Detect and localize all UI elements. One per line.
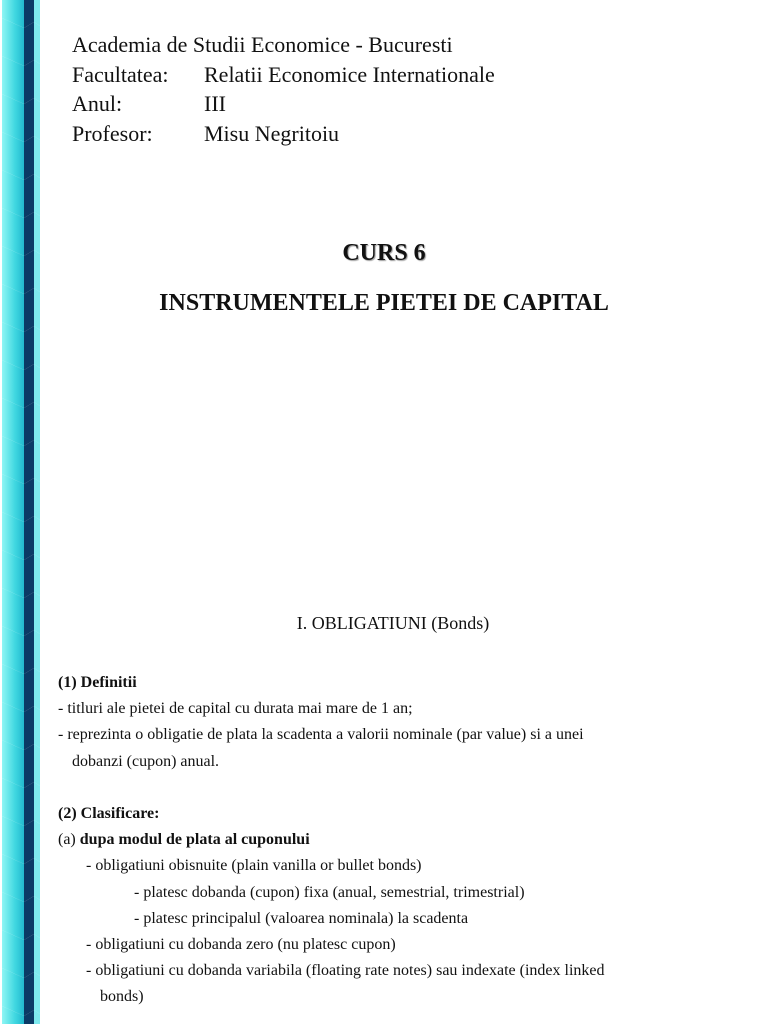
border-ribbon-edge — [34, 440, 40, 482]
decorative-border — [0, 0, 44, 1024]
border-ribbon-shadow — [24, 136, 34, 180]
subject-title: INSTRUMENTELE PIETEI DE CAPITAL — [159, 290, 609, 316]
border-ribbon-edge — [34, 858, 40, 900]
border-ribbon-edge — [34, 668, 40, 710]
border-ribbon-edge — [34, 630, 40, 672]
clasificare-heading: (2) Clasificare: — [58, 805, 160, 822]
list-item: - obligatiuni cu dobanda variabila (floating rate notes) sau indexate (index linked — [86, 962, 605, 980]
definition-line: - titluri ale pietei de capital cu durata mai mare de 1 an; — [58, 700, 413, 718]
border-ribbon-edge — [34, 478, 40, 520]
border-ribbon-shadow — [24, 440, 34, 484]
border-ribbon-edge — [34, 744, 40, 786]
border-ribbon-edge — [34, 934, 40, 976]
border-ribbon-shadow — [24, 858, 34, 902]
border-pattern — [0, 0, 44, 1024]
border-ribbon-shadow — [24, 630, 34, 674]
list-subitem: - platesc principalul (valoarea nominala) la scadenta — [134, 909, 469, 927]
border-ribbon-edge — [34, 554, 40, 596]
border-ribbon-edge — [34, 896, 40, 938]
border-ribbon-shadow — [24, 478, 34, 522]
border-ribbon-edge — [34, 326, 40, 368]
border-ribbon-edge — [34, 402, 40, 444]
border-ribbon-shadow — [24, 896, 34, 940]
border-ribbon-shadow — [24, 326, 34, 370]
border-ribbon-shadow — [24, 972, 34, 1016]
faculty-label: Facultatea: — [72, 61, 169, 87]
border-ribbon-shadow — [24, 934, 34, 978]
border-ribbon-edge — [34, 364, 40, 406]
border-ribbon-edge — [34, 706, 40, 748]
border-ribbon-shadow — [24, 782, 34, 826]
document-body — [58, 670, 738, 1011]
border-ribbon-shadow — [24, 668, 34, 712]
faculty-value: Relatii Economice Internationale — [204, 61, 495, 87]
border-ribbon-shadow — [24, 364, 34, 408]
border-ribbon-shadow — [24, 516, 34, 560]
border-ribbon-edge — [34, 60, 40, 102]
border-ribbon-shadow — [24, 60, 34, 104]
spacer — [58, 775, 738, 801]
border-ribbon-shadow — [24, 174, 34, 218]
border-ribbon-edge — [34, 174, 40, 216]
subsection-a-text: dupa modul de plata al cuponului — [79, 831, 310, 849]
border-ribbon-edge — [34, 136, 40, 178]
border-ribbon-edge — [34, 0, 40, 26]
subsection-a — [58, 827, 738, 853]
border-ribbon-edge — [34, 22, 40, 64]
border-ribbon-shadow — [24, 744, 34, 788]
border-ribbon-shadow — [24, 706, 34, 750]
border-ribbon-shadow — [24, 22, 34, 66]
list-item: - obligatiuni cu dobanda zero (nu platesc cupon) — [86, 936, 396, 954]
definition-line-continued: dobanzi (cupon) anual. — [72, 752, 220, 770]
border-ribbon-edge — [34, 782, 40, 824]
subsection-a-label: (a) — [58, 831, 80, 849]
professor-line — [72, 119, 495, 149]
course-title: CURS 6 — [342, 240, 426, 266]
list-item-continued: bonds) — [100, 988, 144, 1006]
professor-label: Profesor: — [72, 120, 153, 146]
institution-line: Academia de Studii Economice - Bucuresti — [72, 32, 453, 57]
border-ribbon-shadow — [24, 98, 34, 142]
definitii-heading: (1) Definitii — [58, 674, 137, 691]
border-ribbon-edge — [34, 820, 40, 862]
list-item: - obligatiuni obisnuite (plain vanilla or bullet bonds) — [86, 857, 422, 875]
year-label: Anul: — [72, 91, 123, 116]
border-ribbon-edge — [34, 516, 40, 558]
list-subitem: - platesc dobanda (cupon) fixa (anual, semestrial, trimestrial) — [134, 883, 525, 901]
border-ribbon-shadow — [24, 402, 34, 446]
year-line — [72, 89, 495, 119]
course-header — [72, 30, 495, 148]
section-heading: I. OBLIGATIUNI (Bonds) — [296, 613, 490, 633]
border-ribbon-shadow — [24, 820, 34, 864]
definition-line: - reprezinta o obligatie de plata la scadenta a valorii nominale (par value) si a unei — [58, 726, 584, 744]
border-ribbon-shadow — [24, 554, 34, 598]
border-ribbon-edge — [34, 98, 40, 140]
professor-value: Misu Negritoiu — [204, 120, 340, 146]
year-value: III — [204, 91, 226, 116]
border-ribbon-edge — [34, 972, 40, 1014]
faculty-line — [72, 60, 495, 90]
